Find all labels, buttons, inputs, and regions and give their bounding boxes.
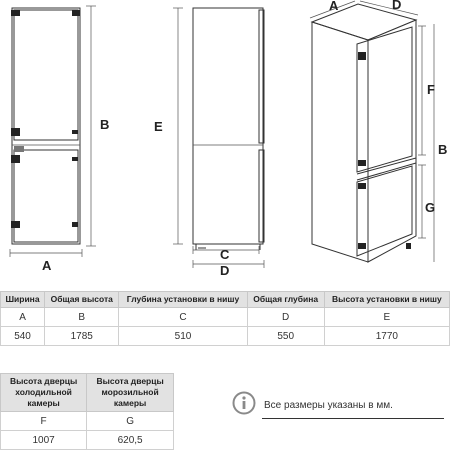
label-b-iso: B: [438, 142, 448, 157]
header-fridge-door: Высота дверцы холодильной камеры: [1, 374, 87, 412]
table-row: [1, 308, 450, 327]
letter-d: D: [247, 308, 324, 327]
door-heights-table: [0, 373, 174, 450]
label-b-front: B: [100, 117, 110, 132]
label-g-iso: G: [425, 200, 436, 215]
info-icon: [232, 391, 256, 420]
dimensions-table: [0, 291, 450, 346]
front-view: [10, 6, 109, 273]
label-a-front: A: [42, 258, 52, 273]
label-d-iso: D: [392, 0, 402, 12]
value-d: 550: [247, 327, 324, 346]
dimensions-note: [232, 391, 393, 420]
table-header-row: [1, 292, 450, 308]
note-text: Все размеры указаны в мм.: [264, 400, 393, 411]
label-a-iso: A: [329, 0, 339, 13]
header-width: Ширина: [1, 292, 45, 308]
label-e-side: E: [154, 119, 163, 134]
value-a: 540: [1, 327, 45, 346]
header-install-depth: Глубина установки в нишу: [119, 292, 247, 308]
value-b: 1785: [45, 327, 119, 346]
value-g: 620,5: [87, 431, 174, 450]
header-total-depth: Общая глубина: [247, 292, 324, 308]
letter-e: E: [324, 308, 449, 327]
note-underline: [262, 418, 444, 419]
label-c-side: C: [220, 247, 230, 262]
table-row: [1, 412, 174, 431]
letter-b: B: [45, 308, 119, 327]
label-f-iso: F: [427, 82, 435, 97]
table-header-row: [1, 374, 174, 412]
isometric-view: [310, 0, 447, 262]
letter-c: C: [119, 308, 247, 327]
header-freezer-door: Высота дверцы морозильной камеры: [87, 374, 174, 412]
side-view: [154, 8, 264, 278]
letter-f: F: [1, 412, 87, 431]
header-install-height: Высота установки в нишу: [324, 292, 449, 308]
label-d-side: D: [220, 263, 230, 278]
header-total-height: Общая высота: [45, 292, 119, 308]
value-c: 510: [119, 327, 247, 346]
letter-a: A: [1, 308, 45, 327]
value-e: 1770: [324, 327, 449, 346]
table-row: [1, 327, 450, 346]
value-f: 1007: [1, 431, 87, 450]
letter-g: G: [87, 412, 174, 431]
